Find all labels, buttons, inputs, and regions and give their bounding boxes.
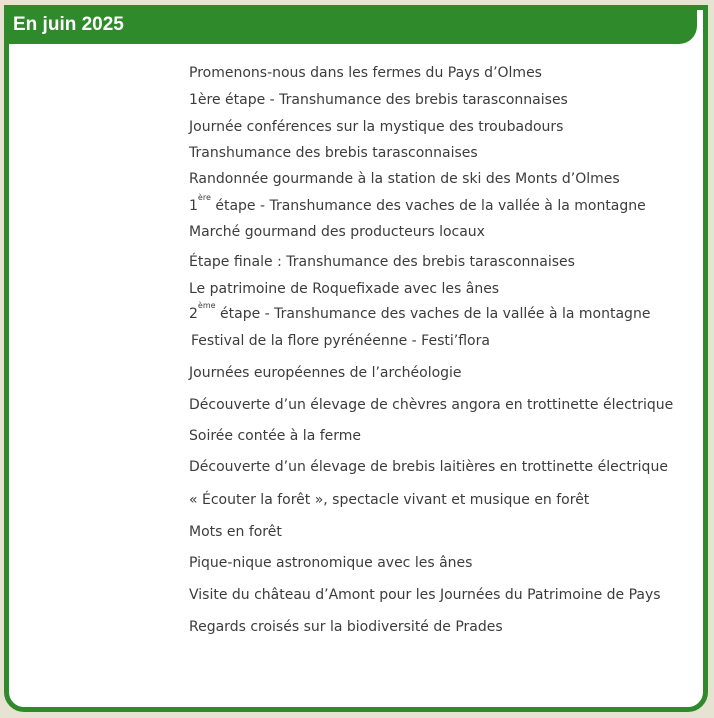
card-title: En juin 2025 xyxy=(13,14,124,35)
event-title: 2ème étape - Transhumance des vaches de la vallée à la montagne xyxy=(189,301,651,322)
event-title: Soirée contée à la ferme xyxy=(189,428,362,444)
card-header xyxy=(9,10,697,44)
event-title: Pique-nique astronomique avec les ânes xyxy=(189,555,473,571)
event-title: Regards croisés sur la biodiversité de Prades xyxy=(189,619,503,635)
event-title: Découverte d’un élevage de brebis laitières en trottinette électrique xyxy=(189,459,668,475)
events-card xyxy=(4,5,708,712)
event-title: 1ère étape - Transhumance des brebis tarasconnaises xyxy=(189,92,568,108)
event-title: Le patrimoine de Roquefixade avec les ânes xyxy=(189,281,500,297)
event-title: 1ère étape - Transhumance des vaches de la vallée à la montagne xyxy=(189,193,646,214)
event-title: Marché gourmand des producteurs locaux xyxy=(189,224,485,240)
event-title: Découverte d’un élevage de chèvres angora en trottinette électrique xyxy=(189,397,674,413)
event-title: Promenons-nous dans les fermes du Pays d’Olmes xyxy=(189,65,542,81)
event-title: Journées européennes de l’archéologie xyxy=(189,365,462,381)
event-title: Randonnée gourmande à la station de ski des Monts d’Olmes xyxy=(189,171,620,187)
event-title: Visite du château d’Amont pour les Journées du Patrimoine de Pays xyxy=(189,587,661,603)
event-title: « Écouter la forêt », spectacle vivant et musique en forêt xyxy=(189,492,590,508)
event-title: Journée conférences sur la mystique des troubadours xyxy=(189,119,564,135)
event-title: Transhumance des brebis tarasconnaises xyxy=(189,145,478,161)
event-title: Étape finale : Transhumance des brebis tarasconnaises xyxy=(189,254,575,270)
event-title: Mots en forêt xyxy=(189,524,282,540)
event-title: Festival de la flore pyrénéenne - Festi’flora xyxy=(191,333,490,349)
